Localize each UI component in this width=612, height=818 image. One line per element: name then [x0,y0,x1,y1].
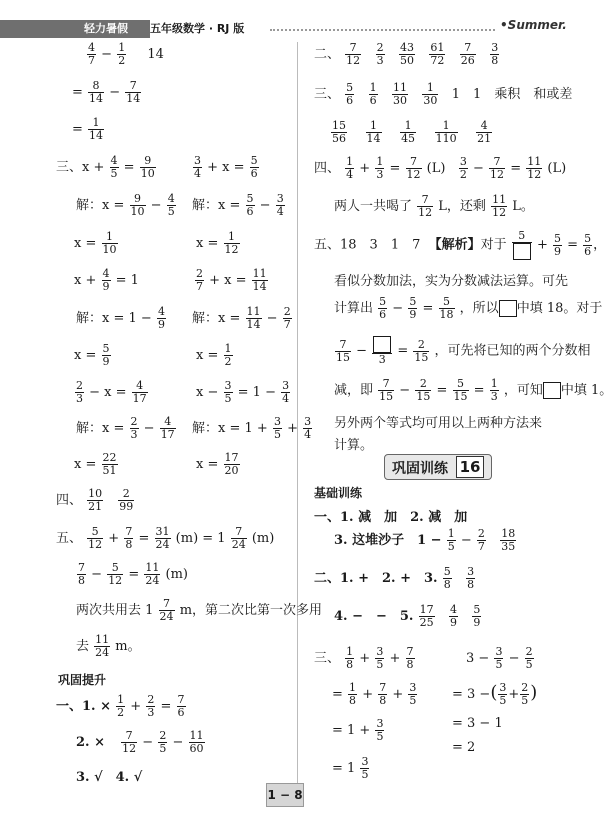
left-line-2: = $\frac{8}{14}$ − $\frac{7}{14}$ [72,79,141,105]
eq-row-3a: x = $\frac{1}{10}$ [74,230,117,256]
eq-row-8b: 解：x = 1 + $\frac{3}{5}$ + $\frac{3}{4}$ [192,415,312,441]
eq-row-4a: x + $\frac{4}{9}$ = 1 [74,267,139,293]
header-dots [270,29,495,31]
basic-line-4: 4. − − 5. $\frac{17}{25}$ $\frac{4}{9}$ $\frac{5}{9}$ [334,603,481,629]
basic-line-1: 一、1. 减 加 2. 减 加 [314,510,468,525]
blank-box [499,300,517,317]
section-title: 巩固训练 [392,461,448,477]
eq-row-5a: 解：x = 1 − $\frac{4}{9}$ [76,305,165,331]
eq-row-1a: 三、x + $\frac{4}{5}$ = $\frac{9}{10}$ [56,154,155,180]
eq-row-8a: 解：x = $\frac{2}{3}$ − $\frac{4}{17}$ [76,415,175,441]
consolidate-line-1: 一、1. × $\frac{1}{2}$ + $\frac{2}{3}$ = $\frac{7}{6}$ [56,693,185,719]
consolidate-line-2: 2. × $\frac{7}{12}$ − $\frac{2}{5}$ − $\frac{11}{60}$ [76,729,204,755]
header-title: 五年级数学 · RJ 版 [150,22,245,35]
eq-row-4b: $\frac{2}{7}$ + x = $\frac{11}{14}$ [196,267,267,293]
calc-line-1b: 3 − $\frac{3}{5}$ − $\frac{2}{5}$ [466,645,533,671]
right-answer-5-line-2: 看似分数加法，实为分数减法运算。可先 [334,274,569,289]
header-tab: 轻力暑假 [84,22,128,35]
basic-line-2: 3. 这堆沙子 1 − $\frac{1}{5}$ − $\frac{2}{7}$ $\frac{18}{35}$ [334,527,516,553]
eq-row-5b: 解：x = $\frac{11}{14}$ − $\frac{2}{7}$ [192,305,291,331]
consolidate-line-3: 3. √ 4. √ [76,770,143,785]
eq-row-3b: x = $\frac{1}{12}$ [196,230,239,256]
answer-5-line-4: 去 $\frac{11}{24}$ m。 [76,633,141,659]
calc-line-1a: 三、 $\frac{1}{8}$ + $\frac{3}{5}$ + $\frac{7}{8}$ [314,645,414,671]
right-answer-5-line-6: 另外两个等式均可用以上两种方法来 [334,416,543,431]
right-answer-3: 三、 $\frac{5}{6}$ $\frac{1}{6}$ $\frac{11}{30}$ $\frac{1}{30}$ 1 1 乘积 和或差 [314,81,573,107]
eq-row-6a: x = $\frac{5}{9}$ [74,342,110,368]
calc-line-2b: = 3 −( $\frac{3}{5}$ + $\frac{2}{5}$ ) [452,681,538,707]
left-line-1: $\frac{4}{7}$ − $\frac{1}{2}$ 14 [88,41,164,67]
page-header [0,0,565,38]
subsection-title-consolidate: 巩固提升 [58,673,107,687]
calc-line-3a: = 1 + $\frac{3}{5}$ [332,717,384,743]
right-answer-2: 二、 $\frac{7}{12}$ $\frac{2}{3}$ $\frac{43}{50}$ $\frac{61}{72}$ $\frac{7}{26}$ $\frac{3}{8}$ [314,41,499,67]
eq-row-6b: x = $\frac{1}{2}$ [196,342,232,368]
eq-row-2b: 解：x = $\frac{5}{6}$ − $\frac{3}{4}$ [192,192,284,218]
right-answer-5-line-7: 计算。 [334,438,374,453]
eq-row-1b: $\frac{3}{4}$ + x = $\frac{5}{6}$ [194,154,258,180]
right-answer-4: 四、 $\frac{1}{4}$ + $\frac{1}{3}$ = $\frac{7}{12}$ (L) $\frac{3}{2}$ − $\frac{7}{12}$ = $\frac{11}{12}$ (L) [314,155,567,181]
calc-line-3b: = 3 − 1 [452,716,503,731]
calc-line-4b: = 2 [452,740,476,755]
answer-5-line-3: 两次共用去 1 $\frac{7}{24}$ m，第二次比第一次多用 [76,597,323,623]
eq-row-7a: $\frac{2}{3}$ − x = $\frac{4}{17}$ [76,379,147,405]
answer-5-line-1: 五、 $\frac{5}{12}$ + $\frac{7}{8}$ = $\frac{31}{24}$ (m) = 1 $\frac{7}{24}$ (m) [56,525,275,551]
right-answer-5: 五、18 3 1 7 【解析】对于 5 + $\frac{5}{9}$ = $\frac{5}{6}$ ， [314,230,606,260]
eq-row-9a: x = $\frac{22}{51}$ [74,451,117,477]
answer-5-line-2: $\frac{7}{8}$ − $\frac{5}{12}$ = $\frac{11}{24}$ (m) [78,561,188,587]
basic-line-3: 二、1. + 2. + 3. $\frac{5}{8}$ $\frac{3}{8}$ [314,565,475,591]
right-answer-5-line-4: $\frac{7}{15}$ − 3 = $\frac{2}{15}$ ，可先将已知的两个分数相 [336,337,591,366]
right-answer-5-line-5: 减，即 $\frac{7}{15}$ − $\frac{2}{15}$ = $\frac{5}{15}$ = $\frac{1}{3}$ ，可知 中填 1。 [334,377,612,403]
section-number: 16 [456,456,484,478]
header-brand: •Summer. [500,18,567,32]
calc-line-2a: = $\frac{1}{8}$ + $\frac{7}{8}$ + $\frac{3}{5}$ [332,681,417,707]
blank-box [373,336,391,353]
answer-4: 四、 $\frac{10}{21}$ $\frac{2}{99}$ [56,487,134,513]
eq-row-9b: x = $\frac{17}{20}$ [196,451,239,477]
blank-box [513,243,531,260]
column-divider [297,42,298,784]
left-line-3: = $\frac{1}{14}$ [72,116,104,142]
blank-box [543,382,561,399]
eq-row-2a: 解：x = $\frac{9}{10}$ − $\frac{4}{5}$ [76,192,175,218]
eq-row-7b: x − $\frac{3}{5}$ = 1 − $\frac{3}{4}$ [196,379,290,405]
subsection-title-basic: 基础训练 [314,486,363,500]
page-number: 1 − 8 [266,783,304,807]
right-answer-4-line-2: 两人一共喝了 $\frac{7}{12}$ L，还剩 $\frac{11}{12}$ L。 [334,193,534,219]
right-answer-5-line-3: 计算出 $\frac{5}{6}$ − $\frac{5}{9}$ = $\frac{5}{18}$ ，所以 中填 18。对于 [334,295,603,321]
right-answer-3-line-2: $\frac{15}{56}$ $\frac{1}{14}$ $\frac{1}{45}$ $\frac{1}{110}$ $\frac{4}{21}$ [332,119,492,145]
calc-line-5a: = 1 $\frac{3}{5}$ [332,755,369,781]
